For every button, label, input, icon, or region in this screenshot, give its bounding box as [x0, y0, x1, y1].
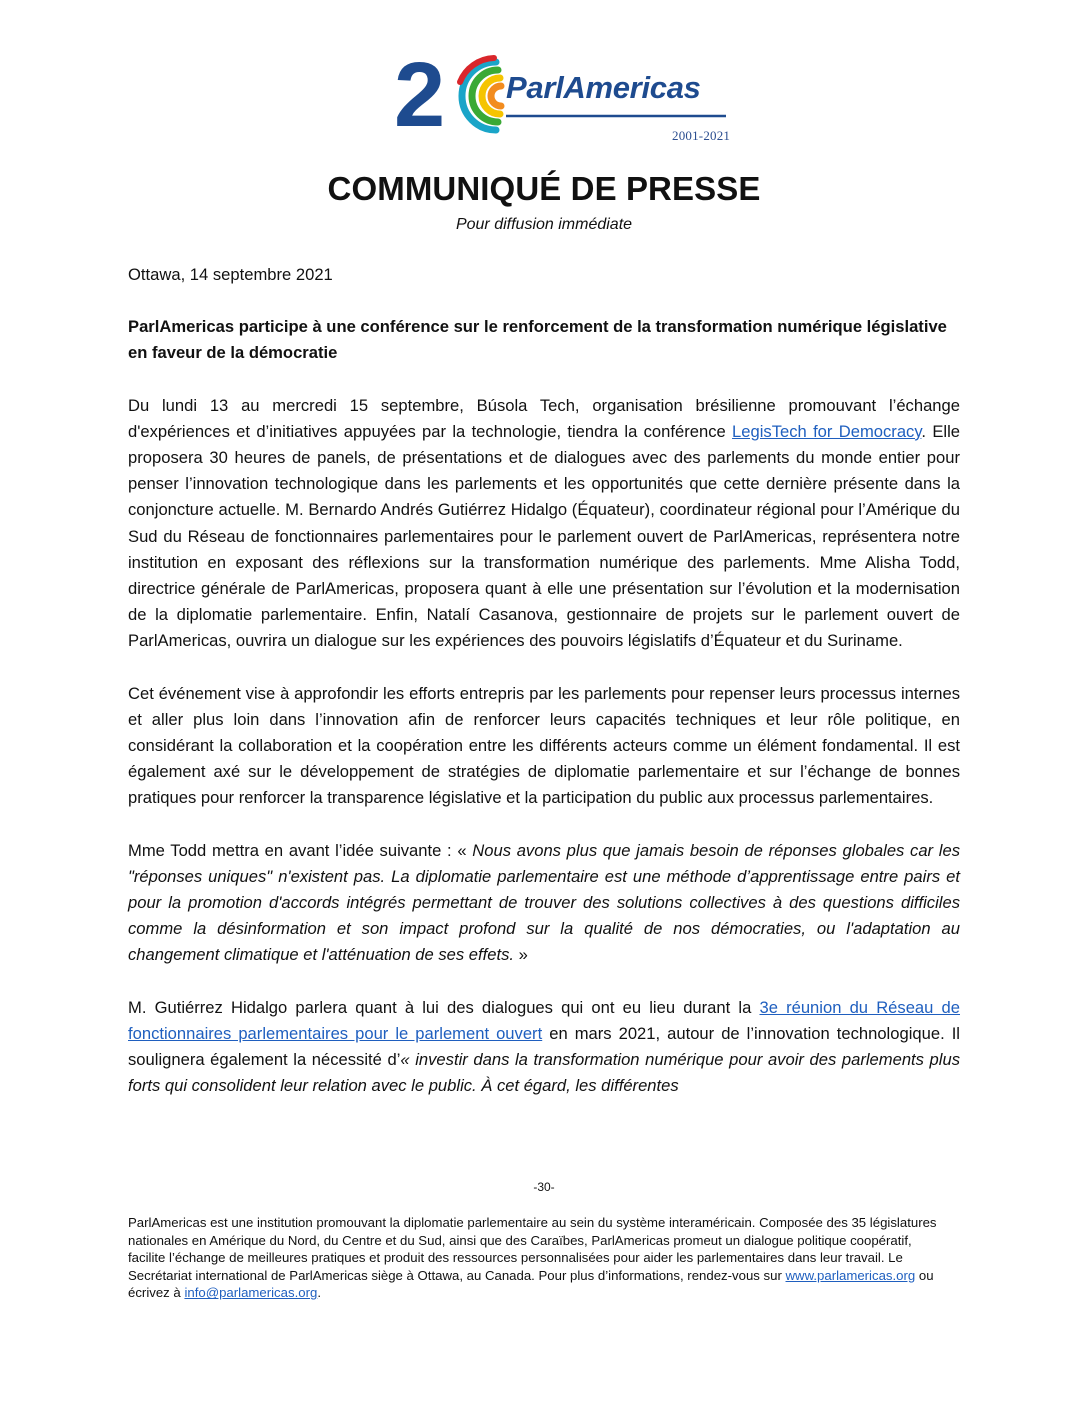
legistech-link[interactable]: LegisTech for Democracy: [732, 421, 922, 441]
network-meeting-link[interactable]: 3e réunion du Réseau de fonctionnaires parlementaires pour le parlement ouvert: [128, 997, 960, 1043]
paragraph-4-text-a: M. Gutiérrez Hidalgo parlera quant à lui des dialogues qui ont eu lieu durant la: [128, 997, 760, 1017]
paragraph-1: [128, 393, 960, 655]
gutierrez-quote: « investir dans la transformation numérique pour avoir des parlements plus forts qui consolident leur relation avec le public. À cet égard, les différentes: [128, 1050, 960, 1096]
footer-boilerplate: [128, 1214, 948, 1302]
paragraph-3: [128, 838, 960, 969]
press-release-body: [128, 262, 960, 1125]
page-subtitle: Pour diffusion immédiate: [455, 216, 633, 233]
paragraph-1-text-b: . Elle proposera 30 heures de panels, de présentations et de dialogues avec des parlements du monde entier pour penser l’innovation technologique dans les parlements et les opportunités que cette dernière présente dans la conjoncture actuelle. M. Bernardo Andrés Gutiérrez Hidalgo (Équateur), coordinateur régional pour l’Amérique du Sud du Réseau de fonctionnaires parlementaires pour le parlement ouvert de ParlAmericas, représentera notre institution en exposant des réflexions sur la transformation numérique des parlements. Mme Alisha Todd, directrice générale de ParlAmericas, proposera quant à elle une présentation sur l’évolution et la modernisation de la diplomatie parlementaire. Enfin, Natalí Casanova, gestionnaire de projets sur le parlement ouvert de ParlAmericas, ouvrira un dialogue sur les expériences des pouvoirs législatifs d’Équateur et du Suriname.: [128, 421, 961, 651]
email-link[interactable]: info@parlamericas.org: [184, 1285, 318, 1301]
logo-numeral: 2: [394, 48, 446, 146]
paragraph-3-text-a: Mme Todd mettra en avant l’idée suivante : «: [128, 840, 473, 860]
website-link[interactable]: www.parlamericas.org: [785, 1267, 916, 1283]
footer-text-c: .: [317, 1285, 321, 1301]
todd-quote: Nous avons plus que jamais besoin de réponses globales car les "réponses uniques" n'existent pas. La diplomatie parlementaire est une méthode d’apprentissage entre pairs et pour la promotion d'accords intégrés permettant de trouver des solutions collectives à des questions difficiles comme la désinformation et son impact profond sur la qualité de nos démocraties, ou l'adaptation au changement climatique et l'atténuation de ses effets.: [128, 840, 960, 965]
parlamericas-logo: [394, 48, 734, 148]
footer-text-a: ParlAmericas est une institution promouvant la diplomatie parlementaire au sein du système interaméricain. Composée des 35 législatures nationales en Amérique du Nord, du Centre et du Sud, ainsi que des Caraïbes, ParlAmericas promeut un dialogue politique coopératif, facilite l’échange de meilleures pratiques et produit des ressources personnalisées pour aider les parlementaires dans leur travail. Le Secrétariat international de ParlAmericas siège à Ottawa, au Canada. Pour plus d’informations, rendez-vous sur: [128, 1215, 937, 1283]
paragraph-2: Cet événement vise à approfondir les efforts entrepris par les parlements pour repenser leurs processus internes et aller plus loin dans l’innovation afin de renforcer leurs capacités techniques et leur rôle politique, en considérant la collaboration et la coopération entre les différents acteurs comme un élément fondamental. Il est également axé sur le développement de stratégies de diplomatie parlementaire et sur l’échange de bonnes pratiques pour renforcer la transparence législative et la participation du public aux processus parlementaires.: [128, 683, 960, 808]
logo-wordmark: ParlAmericas: [506, 70, 701, 105]
paragraph-4-text-b: en mars 2021, autour de l’innovation technologique. Il soulignera également la nécessité d’: [128, 1023, 960, 1070]
page-title: COMMUNIQUÉ DE PRESSE: [327, 170, 761, 207]
footer-text-b: ou écrivez à: [128, 1267, 934, 1301]
page-number: -30-: [533, 1180, 555, 1194]
headline: ParlAmericas participe à une conférence sur le renforcement de la transformation numérique législative en faveur de la démocratie: [128, 317, 947, 363]
paragraph-3-text-b: »: [513, 945, 528, 965]
paragraph-1-text-a: Du lundi 13 au mercredi 15 septembre, Búsola Tech, organisation brésilienne promouvant l’échange d'expériences et d’initiatives appuyées par la technologie, tiendra la conférence: [128, 395, 960, 441]
dateline: Ottawa, 14 septembre 2021: [128, 265, 333, 284]
paragraph-4: [128, 995, 960, 1100]
logo-years: 2001-2021: [672, 128, 731, 143]
